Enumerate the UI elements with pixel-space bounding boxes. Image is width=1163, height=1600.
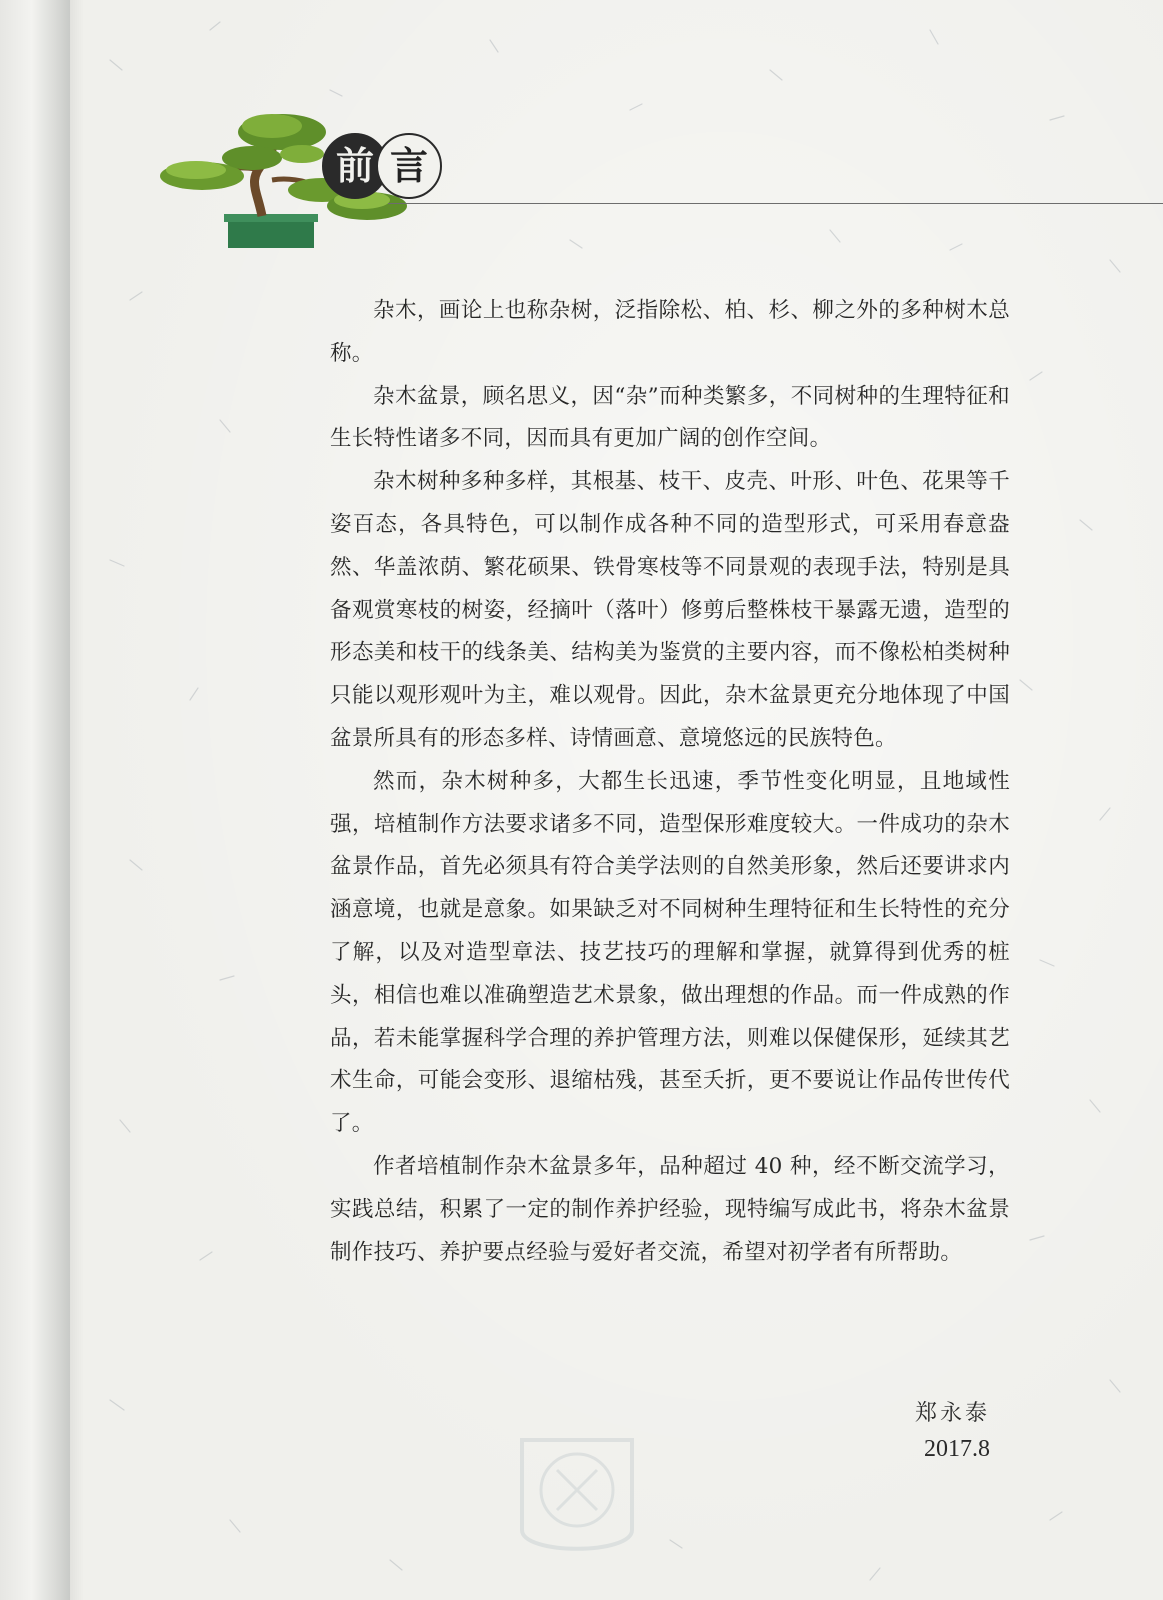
title-char-1: 前 [322,133,388,199]
author-name: 郑永泰 [914,1401,990,1426]
header-divider [388,203,1163,204]
paragraph-2: 杂木盆景，顾名思义，因“杂”而种类繁多，不同树种的生理特征和生长特性诸多不同，因而具有更加广阔的创作空间。 [330,383,1010,452]
paragraph-3: 杂木树种多种多样，其根基、枝干、皮壳、叶形、叶色、花果等千姿百态，各具特色，可以制作成各种不同的造型形式，可采用春意盎然、华盖浓荫、繁花硕果、铁骨寒枝等不同景观的表现手法，特别是具备观赏寒枝的树姿，经摘叶（落叶）修剪后整株枝干暴露无遗，造型的形态美和枝干的线条美、结构美为鉴赏的主要内容，而不像松柏类树种只能以观形观叶为主，难以观骨。因此，杂木盆景更充分地体现了中国盆景所具有的形态多样、诗情画意、意境悠远的民族特色。 [330,469,1010,751]
title-char-2: 言 [376,133,442,199]
paragraph-1: 杂木，画论上也称杂树，泛指除松、柏、杉、柳之外的多种树木总称。 [330,298,1010,366]
preface-body [330,290,1010,1274]
book-page [70,0,1163,1600]
paragraph-5: 作者培植制作杂木盆景多年，品种超过 40 种，经不断交流学习，实践总结，积累了一定的制作养护经验，现特编写成此书，将杂木盆景制作技巧、养护要点经验与爱好者交流，希望对初学者有所帮助。 [330,1153,1010,1265]
publisher-stamp-icon [502,1410,652,1575]
paragraph-4: 然而，杂木树种多，大都生长迅速，季节性变化明显，且地域性强，培植制作方法要求诸多不同，造型保形难度较大。一件成功的杂木盆景作品，首先必须具有符合美学法则的自然美形象，然后还要讲求内涵意境，也就是意象。如果缺乏对不同树种生理特征和生长特性的充分了解，以及对造型章法、技艺技巧的理解和掌握，就算得到优秀的桩头，相信也难以准确塑造艺术景象，做出理想的作品。而一件成熟的作品，若未能掌握科学合理的养护管理方法，则难以保健保形，延续其艺术生命，可能会变形、退缩枯残，甚至夭折，更不要说让作品传世传代了。 [330,768,1010,1137]
book-spine [0,0,70,1600]
publication-date: 2017.8 [924,1436,990,1462]
page-title [322,133,452,197]
